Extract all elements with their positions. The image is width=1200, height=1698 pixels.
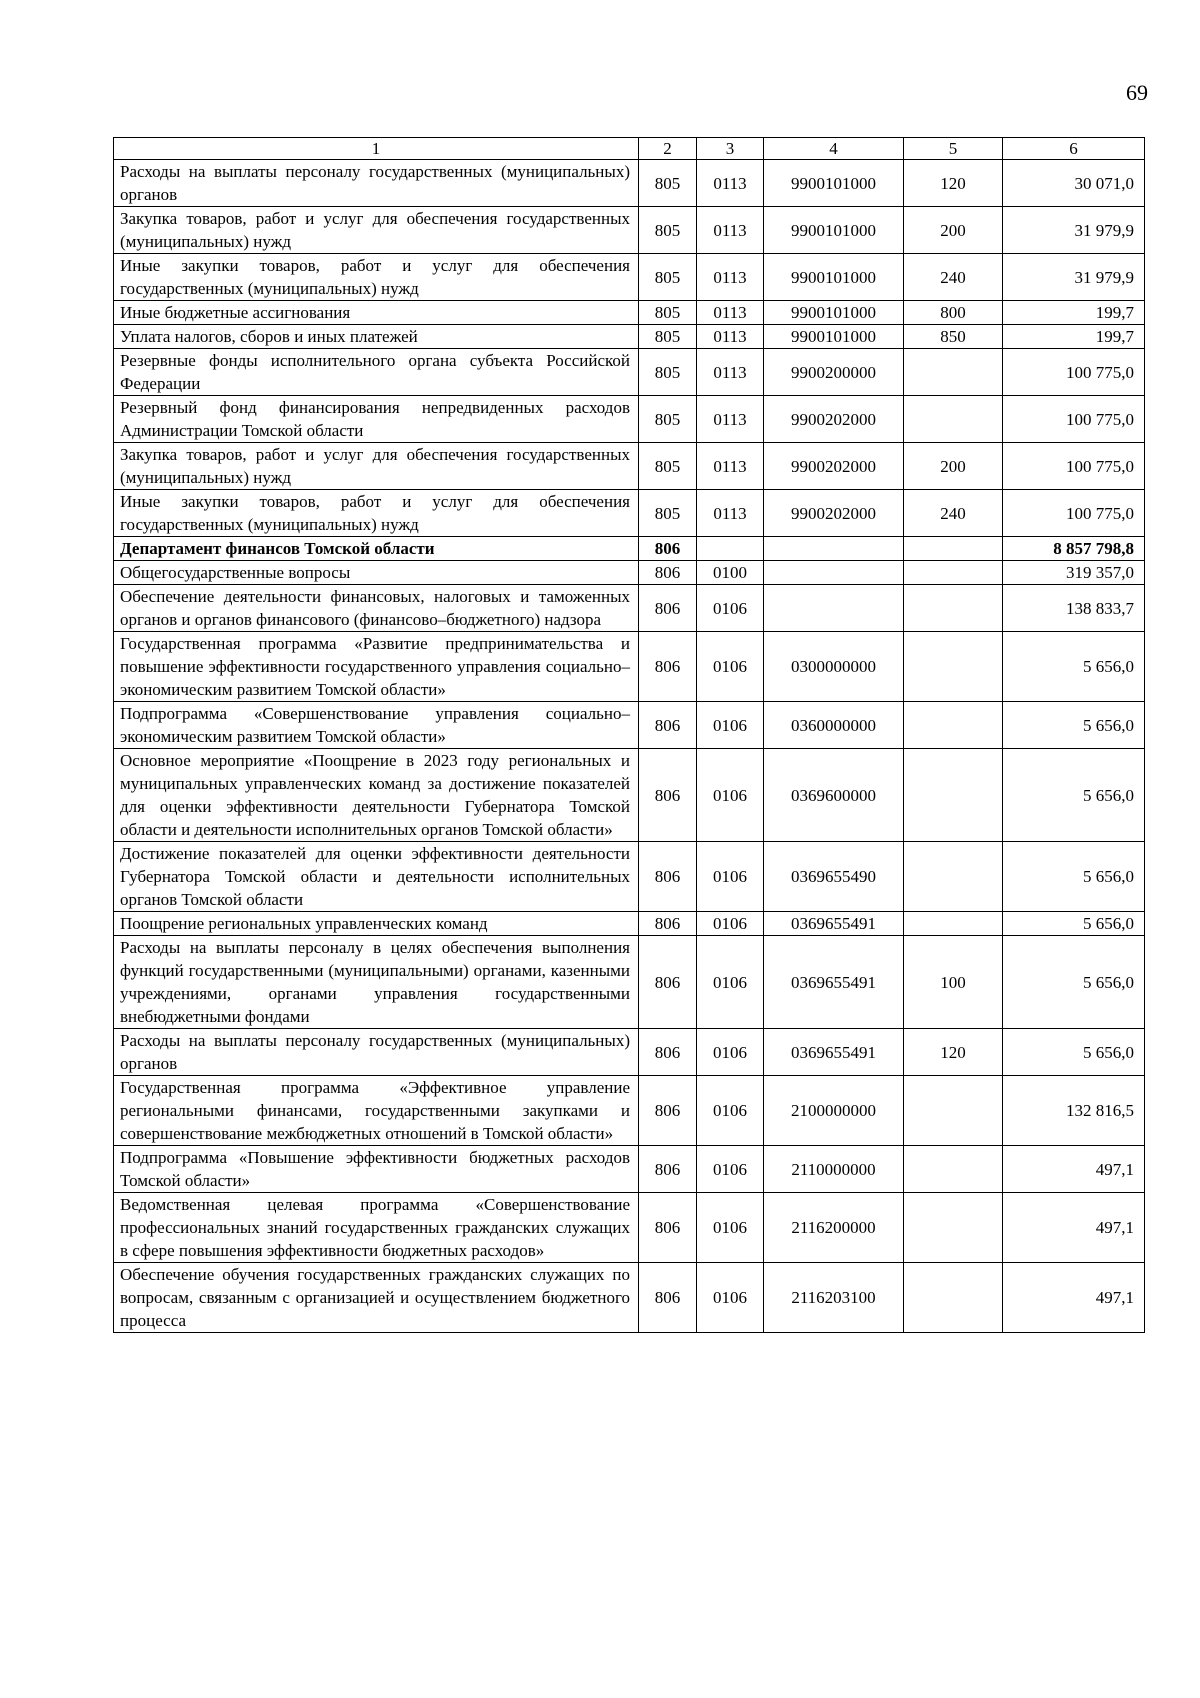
row-name: Подпрограмма «Совершенствование управления социально–экономическим развитием Томской области»: [114, 702, 639, 749]
row-admin-code: 806: [639, 632, 697, 702]
row-target-code: 9900202000: [764, 490, 904, 537]
row-section-code: 0113: [697, 254, 764, 301]
row-admin-code: 806: [639, 912, 697, 936]
row-sum: 5 656,0: [1003, 912, 1145, 936]
row-sum: 5 656,0: [1003, 632, 1145, 702]
row-name: Департамент финансов Томской области: [114, 537, 639, 561]
row-admin-code: 805: [639, 160, 697, 207]
row-expense-type: [904, 396, 1003, 443]
row-section-code: 0113: [697, 301, 764, 325]
row-admin-code: 805: [639, 396, 697, 443]
row-admin-code: 806: [639, 1193, 697, 1263]
row-admin-code: 806: [639, 702, 697, 749]
row-name: Достижение показателей для оценки эффективности деятельности Губернатора Томской области и деятельности исполнительных органов Томской области: [114, 842, 639, 912]
row-expense-type: [904, 632, 1003, 702]
row-admin-code: 806: [639, 1146, 697, 1193]
row-admin-code: 805: [639, 254, 697, 301]
row-admin-code: 806: [639, 561, 697, 585]
row-admin-code: 805: [639, 490, 697, 537]
row-name: Расходы на выплаты персоналу государственных (муниципальных) органов: [114, 160, 639, 207]
table-row: [114, 1146, 1145, 1193]
row-sum: 31 979,9: [1003, 254, 1145, 301]
row-target-code: 2116203100: [764, 1263, 904, 1333]
table-row: [114, 160, 1145, 207]
row-section-code: 0106: [697, 1146, 764, 1193]
table-row: [114, 936, 1145, 1029]
row-expense-type: 850: [904, 325, 1003, 349]
budget-table-body: [114, 138, 1145, 1333]
row-expense-type: [904, 561, 1003, 585]
row-admin-code: 806: [639, 1029, 697, 1076]
row-expense-type: 200: [904, 207, 1003, 254]
row-section-code: 0106: [697, 749, 764, 842]
table-row: [114, 490, 1145, 537]
row-sum: 5 656,0: [1003, 936, 1145, 1029]
row-admin-code: 806: [639, 1076, 697, 1146]
row-expense-type: [904, 749, 1003, 842]
row-name: Государственная программа «Развитие предпринимательства и повышение эффективности государственного управления социально–экономическим развитием Томской области»: [114, 632, 639, 702]
row-sum: 199,7: [1003, 301, 1145, 325]
row-target-code: 0360000000: [764, 702, 904, 749]
row-expense-type: [904, 912, 1003, 936]
row-sum: 319 357,0: [1003, 561, 1145, 585]
row-sum: 8 857 798,8: [1003, 537, 1145, 561]
row-target-code: 0369655490: [764, 842, 904, 912]
table-row: [114, 1076, 1145, 1146]
row-target-code: [764, 561, 904, 585]
table-row: [114, 912, 1145, 936]
row-sum: 5 656,0: [1003, 749, 1145, 842]
row-expense-type: [904, 585, 1003, 632]
row-admin-code: 806: [639, 842, 697, 912]
row-name: Закупка товаров, работ и услуг для обеспечения государственных (муниципальных) нужд: [114, 443, 639, 490]
row-admin-code: 806: [639, 936, 697, 1029]
row-expense-type: 100: [904, 936, 1003, 1029]
row-target-code: 2116200000: [764, 1193, 904, 1263]
row-name: Иные закупки товаров, работ и услуг для обеспечения государственных (муниципальных) нужд: [114, 254, 639, 301]
row-section-code: 0113: [697, 160, 764, 207]
table-row: [114, 561, 1145, 585]
table-row: [114, 396, 1145, 443]
row-section-code: 0113: [697, 325, 764, 349]
row-sum: 5 656,0: [1003, 1029, 1145, 1076]
row-section-code: 0113: [697, 349, 764, 396]
row-expense-type: 120: [904, 1029, 1003, 1076]
row-name: Обеспечение деятельности финансовых, налоговых и таможенных органов и органов финансового (финансово–бюджетного) надзора: [114, 585, 639, 632]
table-row: [114, 301, 1145, 325]
row-target-code: 0369655491: [764, 1029, 904, 1076]
row-sum: 132 816,5: [1003, 1076, 1145, 1146]
row-section-code: 0106: [697, 1263, 764, 1333]
row-target-code: [764, 585, 904, 632]
row-target-code: 0369600000: [764, 749, 904, 842]
row-name: Обеспечение обучения государственных гражданских служащих по вопросам, связанным с организацией и осуществлением бюджетного процесса: [114, 1263, 639, 1333]
row-name: Резервный фонд финансирования непредвиденных расходов Администрации Томской области: [114, 396, 639, 443]
row-sum: 30 071,0: [1003, 160, 1145, 207]
row-target-code: 0300000000: [764, 632, 904, 702]
row-sum: 497,1: [1003, 1193, 1145, 1263]
row-name: Подпрограмма «Повышение эффективности бюджетных расходов Томской области»: [114, 1146, 639, 1193]
row-expense-type: 200: [904, 443, 1003, 490]
row-expense-type: 120: [904, 160, 1003, 207]
row-section-code: 0106: [697, 1076, 764, 1146]
row-expense-type: 240: [904, 254, 1003, 301]
row-name: Иные закупки товаров, работ и услуг для обеспечения государственных (муниципальных) нужд: [114, 490, 639, 537]
table-row: [114, 537, 1145, 561]
row-sum: 100 775,0: [1003, 396, 1145, 443]
row-name: Государственная программа «Эффективное управление региональными финансами, государственными закупками и совершенствование межбюджетных отношений в Томской области»: [114, 1076, 639, 1146]
row-sum: 31 979,9: [1003, 207, 1145, 254]
row-admin-code: 806: [639, 749, 697, 842]
table-row: [114, 632, 1145, 702]
row-expense-type: [904, 1076, 1003, 1146]
row-admin-code: 805: [639, 325, 697, 349]
table-row: [114, 1263, 1145, 1333]
table-row: [114, 585, 1145, 632]
row-section-code: 0106: [697, 842, 764, 912]
row-target-code: 0369655491: [764, 912, 904, 936]
row-section-code: 0113: [697, 207, 764, 254]
row-admin-code: 805: [639, 349, 697, 396]
row-section-code: 0113: [697, 490, 764, 537]
row-section-code: [697, 537, 764, 561]
table-row: [114, 254, 1145, 301]
row-expense-type: [904, 1263, 1003, 1333]
row-section-code: 0113: [697, 443, 764, 490]
table-row: [114, 325, 1145, 349]
row-name: Резервные фонды исполнительного органа субъекта Российской Федерации: [114, 349, 639, 396]
row-sum: 5 656,0: [1003, 702, 1145, 749]
table-row: [114, 702, 1145, 749]
row-admin-code: 806: [639, 1263, 697, 1333]
row-section-code: 0106: [697, 912, 764, 936]
row-expense-type: 240: [904, 490, 1003, 537]
row-sum: 497,1: [1003, 1263, 1145, 1333]
row-section-code: 0113: [697, 396, 764, 443]
row-target-code: 9900101000: [764, 325, 904, 349]
row-target-code: 9900101000: [764, 160, 904, 207]
table-row: [114, 842, 1145, 912]
column-number: 5: [904, 138, 1003, 160]
row-admin-code: 806: [639, 537, 697, 561]
table-row: [114, 1029, 1145, 1076]
table-row: [114, 207, 1145, 254]
row-expense-type: [904, 537, 1003, 561]
row-sum: 100 775,0: [1003, 490, 1145, 537]
row-admin-code: 806: [639, 585, 697, 632]
row-section-code: 0106: [697, 1029, 764, 1076]
row-name: Поощрение региональных управленческих команд: [114, 912, 639, 936]
column-number-header-row: [114, 138, 1145, 160]
row-name: Уплата налогов, сборов и иных платежей: [114, 325, 639, 349]
column-number: 4: [764, 138, 904, 160]
row-name: Иные бюджетные ассигнования: [114, 301, 639, 325]
row-target-code: 9900202000: [764, 443, 904, 490]
column-number: 2: [639, 138, 697, 160]
row-expense-type: 800: [904, 301, 1003, 325]
table-row: [114, 443, 1145, 490]
row-expense-type: [904, 842, 1003, 912]
row-admin-code: 805: [639, 207, 697, 254]
column-number: 6: [1003, 138, 1145, 160]
column-number: 3: [697, 138, 764, 160]
row-section-code: 0106: [697, 936, 764, 1029]
page-number: 69: [1126, 80, 1148, 105]
row-name: Расходы на выплаты персоналу государственных (муниципальных) органов: [114, 1029, 639, 1076]
row-section-code: 0106: [697, 702, 764, 749]
table-row: [114, 749, 1145, 842]
row-sum: 497,1: [1003, 1146, 1145, 1193]
row-section-code: 0106: [697, 585, 764, 632]
row-target-code: 9900101000: [764, 207, 904, 254]
table-row: [114, 349, 1145, 396]
row-admin-code: 805: [639, 301, 697, 325]
row-expense-type: [904, 1193, 1003, 1263]
row-target-code: 9900200000: [764, 349, 904, 396]
row-section-code: 0100: [697, 561, 764, 585]
budget-table: [113, 137, 1145, 1333]
row-target-code: 9900202000: [764, 396, 904, 443]
row-sum: 199,7: [1003, 325, 1145, 349]
row-target-code: [764, 537, 904, 561]
row-sum: 100 775,0: [1003, 443, 1145, 490]
row-target-code: 9900101000: [764, 254, 904, 301]
row-sum: 138 833,7: [1003, 585, 1145, 632]
table-row: [114, 1193, 1145, 1263]
row-name: Расходы на выплаты персоналу в целях обеспечения выполнения функций государственными (муниципальными) органами, казенными учреждениями, органами управления государственными внебюджетными фондами: [114, 936, 639, 1029]
row-target-code: 9900101000: [764, 301, 904, 325]
row-admin-code: 805: [639, 443, 697, 490]
row-expense-type: [904, 349, 1003, 396]
row-name: Общегосударственные вопросы: [114, 561, 639, 585]
row-expense-type: [904, 1146, 1003, 1193]
column-number: 1: [114, 138, 639, 160]
row-name: Ведомственная целевая программа «Совершенствование профессиональных знаний государственных гражданских служащих в сфере повышения эффективности бюджетных расходов»: [114, 1193, 639, 1263]
row-expense-type: [904, 702, 1003, 749]
row-target-code: 2110000000: [764, 1146, 904, 1193]
row-section-code: 0106: [697, 632, 764, 702]
row-name: Основное мероприятие «Поощрение в 2023 году региональных и муниципальных управленческих команд за достижение показателей для оценки эффективности деятельности Губернатора Томской области и деятельности исполнительных органов Томской области»: [114, 749, 639, 842]
row-sum: 100 775,0: [1003, 349, 1145, 396]
row-name: Закупка товаров, работ и услуг для обеспечения государственных (муниципальных) нужд: [114, 207, 639, 254]
row-section-code: 0106: [697, 1193, 764, 1263]
row-sum: 5 656,0: [1003, 842, 1145, 912]
row-target-code: 2100000000: [764, 1076, 904, 1146]
row-target-code: 0369655491: [764, 936, 904, 1029]
